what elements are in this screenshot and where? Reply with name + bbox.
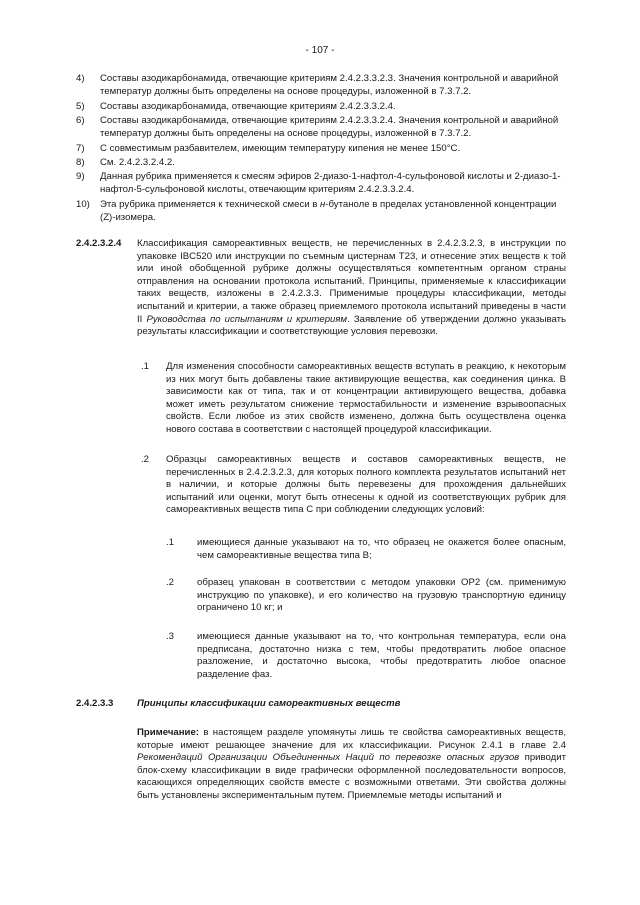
section-paragraph: Классификация самореактивных веществ, не перечисленных в 2.4.2.3.2.3, в инструкции по упаковке IBC520 или инструкции по съемным цистернам T23, и отнесение этих веществ к той или иной обобщенной рубрике должны осуществляться компетентным органом страны отправления на основании протокола испытаний. Принципы, применяемые к классификации таких веществ, изложены в 2.4.2.3.3. Применимые процедуры классификации, методы испытаний и критерии, а также образец приемлемого протокола испытаний приведены в части II Руководства по испытаниям и критериям. Заявление об утверждении должно указывать результаты классификации и соответствующие условия перевозки. <box>137 238 567 338</box>
footnote-6 <box>76 115 566 140</box>
footnote-8 <box>76 157 566 170</box>
subitem-number: .2 <box>166 577 175 588</box>
footnote-number: 6) <box>76 115 85 126</box>
item-number: .1 <box>141 361 150 372</box>
footnote-9 <box>76 171 566 196</box>
footnote-7 <box>76 143 566 156</box>
section-title: Принципы классификации самореактивных веществ <box>137 698 401 709</box>
footnote-text: Данная рубрика применяется к смесям эфиров 2-диазо-1-нафтол-4-сульфоновой кислоты и 2-диазо-1-нафтол-5-сульфоновой кислоты, отвечающим критериям 2.4.2.3.3.2.4. <box>100 171 561 195</box>
footnote-number: 8) <box>76 157 85 168</box>
note-paragraph: Примечание: в настоящем разделе упомянуты лишь те свойства самореактивных веществ, которые имеют решающее значение для их классификации. Рисунок 2.4.1 в главе 2.4 Рекомендаций Организации Объединенных Наций по перевозке опасных грузов приводит блок-схему классификации в виде графически оформленной последовательности вопросов, касающихся определяющих свойств вместе с возможными ответами. Эти свойства должны быть установлены экспериментальным путем. Приемлемые методы испытаний и <box>137 727 566 801</box>
footnote-5 <box>76 101 566 114</box>
page-number: - 107 - <box>305 45 335 56</box>
subitem-paragraph: имеющиеся данные указывают на то, что образец не окажется более опасным, чем самореактивные вещества типа B; <box>197 537 566 561</box>
subitem-number: .3 <box>166 631 175 642</box>
footnote-text: Составы азодикарбонамида, отвечающие критериям 2.4.2.3.3.2.3. Значения контрольной и аварийной температур должны быть определены на основе процедуры, изложенной в 7.3.7.2. <box>100 73 559 97</box>
item-paragraph: Для изменения способности самореактивных веществ вступать в реакцию, к некоторым из них могут быть добавлены такие активирующие вещества, как соединения цинка. В зависимости как от типа, так и от концентрации активирующего вещества, добавка может иметь результатом снижение термостабильности и изменение взрывоопасных свойств. Если любое из этих свойств изменено, должна быть осуществлена оценка нового состава в соответствии с настоящей процедурой классификации. <box>166 361 566 435</box>
footnote-number: 7) <box>76 143 85 154</box>
footnote-number: 5) <box>76 101 85 112</box>
subitem-number: .1 <box>166 537 175 548</box>
item-paragraph: Образцы самореактивных веществ и составов самореактивных веществ, не перечисленных в 2.4.2.3.2.3, для которых полного комплекта результатов испытаний нет в наличии, и которые должны быть перевезены для прохождения дальнейших испытаний или оценки, могут быть отнесены к одной из соответствующих рубрик для самореактивных веществ типа C при соблюдении следующих условий: <box>166 454 566 516</box>
footnote-10 <box>76 199 566 224</box>
footnote-text: Составы азодикарбонамида, отвечающие критериям 2.4.2.3.3.2.4. <box>100 101 396 112</box>
footnote-text: Составы азодикарбонамида, отвечающие критериям 2.4.2.3.3.2.4. Значения контрольной и аварийной температур должны быть определены на основе процедуры, изложенной в 7.3.7.2. <box>100 115 559 139</box>
subitem-paragraph: имеющиеся данные указывают на то, что контрольная температура, если она предписана, достаточно низка с тем, чтобы предотвратить любое опасное разложение, и достаточно высока, чтобы предотвратить любое опасное разделение фаз. <box>197 631 566 680</box>
footnote-text: См. 2.4.2.3.2.4.2. <box>100 157 175 168</box>
section-number: 2.4.2.3.3 <box>76 698 114 709</box>
footnote-text: С совместимым разбавителем, имеющим температуру кипения не менее 150°С. <box>100 143 461 154</box>
footnote-number: 10) <box>76 199 90 210</box>
footnote-number: 9) <box>76 171 85 182</box>
footnote-text: Эта рубрика применяется к технической смеси в н-бутаноле в пределах установленной концентрации (Z)-изомера. <box>100 199 557 223</box>
subitem-paragraph: образец упакован в соответствии с методом упаковки OP2 (см. применимую инструкцию по упаковке), и его количество на грузовую транспортную единицу ограничено 10 кг; и <box>197 577 566 614</box>
note-label: Примечание: <box>137 727 199 738</box>
footnote-number: 4) <box>76 73 85 84</box>
footnote-4 <box>76 73 566 98</box>
item-number: .2 <box>141 454 150 465</box>
section-number: 2.4.2.3.2.4 <box>76 238 122 249</box>
